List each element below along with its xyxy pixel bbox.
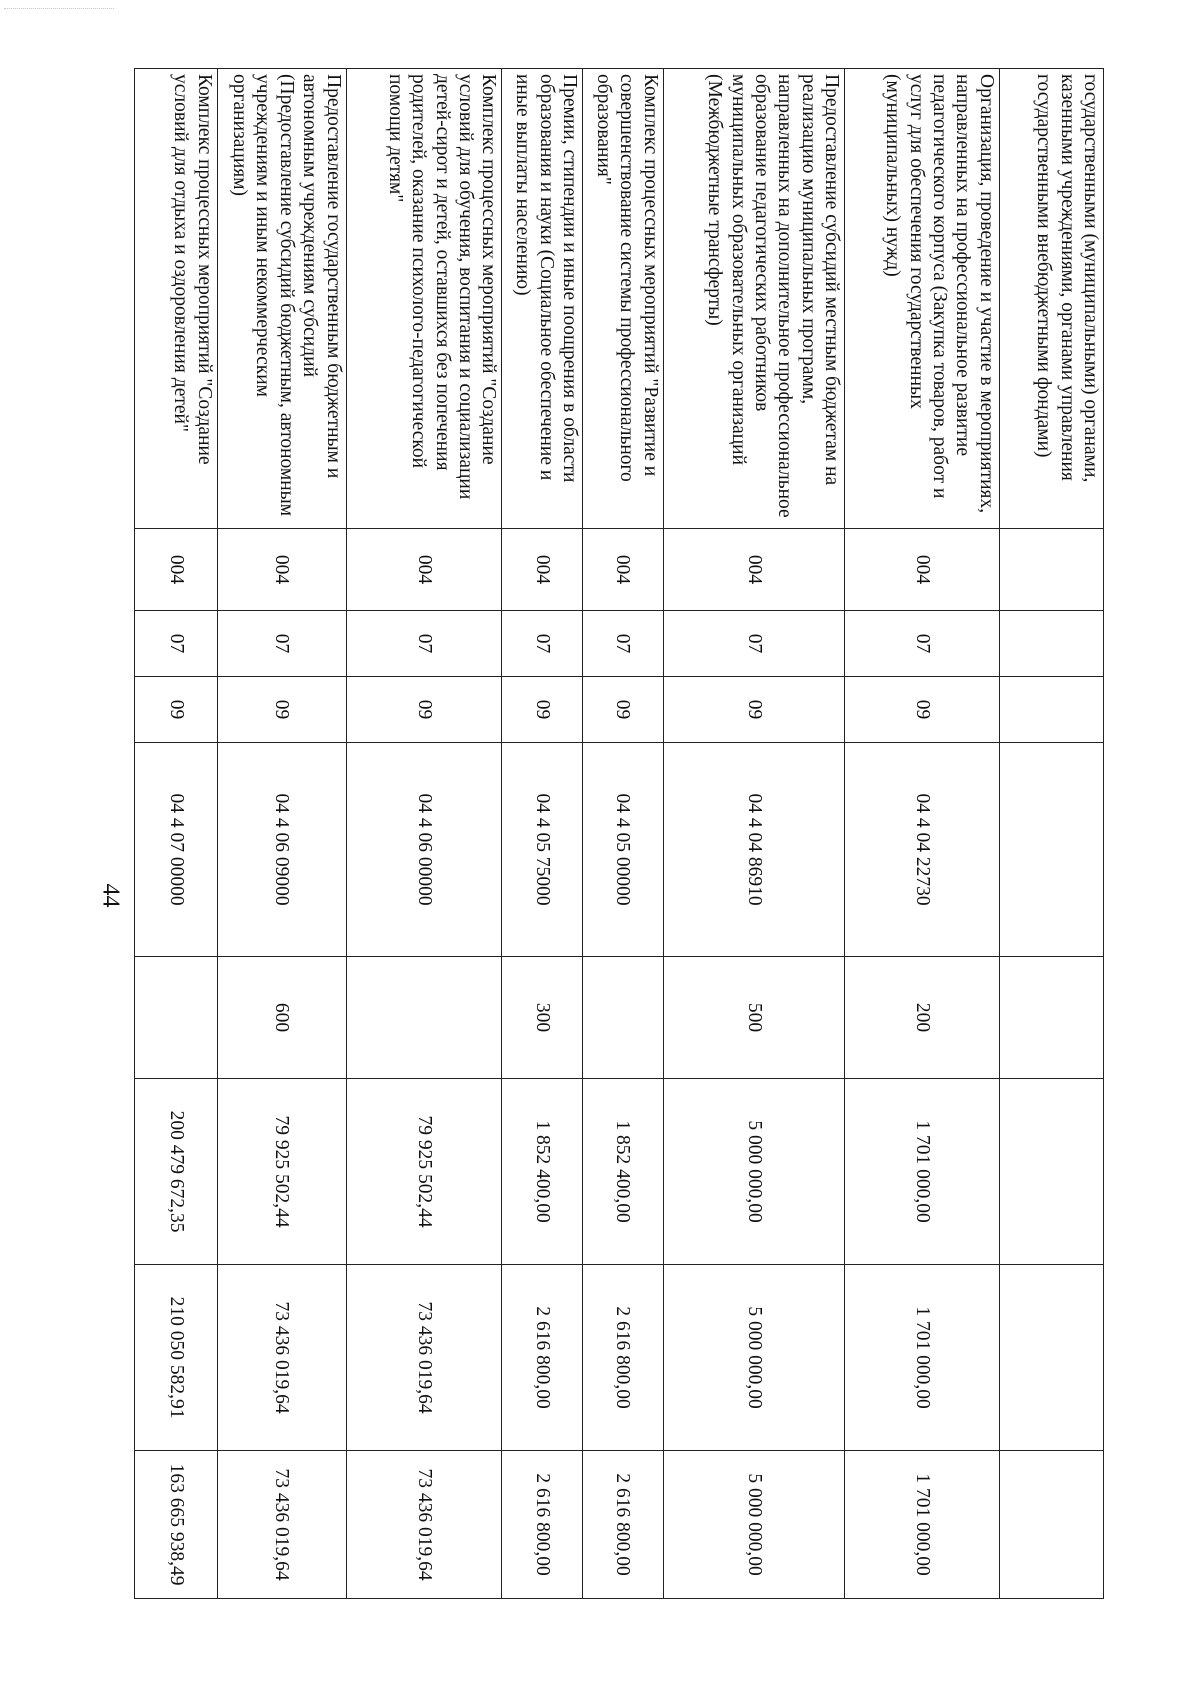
page-number: 44: [97, 883, 124, 907]
amount-2: 2 616 800,00: [583, 1265, 664, 1451]
subsection-code: 09: [583, 677, 664, 743]
amount-1: 79 925 502,44: [346, 1079, 502, 1265]
expense-type-code: [135, 957, 218, 1079]
amount-1: 1 701 000,00: [845, 1079, 1000, 1265]
target-article-code: [999, 743, 1103, 957]
amount-2: 73 436 019,64: [346, 1265, 502, 1451]
section-code: [999, 611, 1103, 677]
row-name: государственными (муниципальными) органами, казенными учреждениями, органами управления государственными внебюджетными фондами): [999, 69, 1103, 529]
target-article-code: 04 4 06 00000: [346, 743, 502, 957]
amount-3: 1 701 000,00: [845, 1451, 1000, 1599]
amount-3: 163 665 938,49: [135, 1451, 218, 1599]
section-code: 07: [346, 611, 502, 677]
amount-2: 2 616 800,00: [502, 1265, 583, 1451]
row-name: Организация, проведение и участие в мероприятиях, направленных на профессиональное развитие педагогического корпуса (Закупка товаров, работ и услуг для обеспечения государственных (муниципальных) нужд): [845, 69, 1000, 529]
amount-1: 79 925 502,44: [217, 1079, 346, 1265]
table-row: [346, 69, 502, 1599]
amount-2: [999, 1265, 1103, 1451]
expense-type-code: [346, 957, 502, 1079]
expense-type-code: 500: [663, 957, 845, 1079]
row-name: Премии, стипендии и иные поощрения в области образования и науки (Социальное обеспечение и иные выплаты населению): [502, 69, 583, 529]
table-row: [502, 69, 583, 1599]
row-name: Комплекс процессных мероприятий "Развитие и совершенствование системы профессионального образования": [583, 69, 664, 529]
target-article-code: 04 4 07 00000: [135, 743, 218, 957]
subsection-code: [999, 677, 1103, 743]
amount-3: 73 436 019,64: [217, 1451, 346, 1599]
amount-1: [999, 1079, 1103, 1265]
grbs-code: 004: [217, 529, 346, 611]
target-article-code: 04 4 04 86910: [663, 743, 845, 957]
row-name: Комплекс процессных мероприятий "Создание условий для отдыха и оздоровления детей": [135, 69, 218, 529]
grbs-code: 004: [502, 529, 583, 611]
subsection-code: 09: [663, 677, 845, 743]
budget-table: [134, 68, 1104, 1599]
subsection-code: 09: [845, 677, 1000, 743]
target-article-code: 04 4 06 09000: [217, 743, 346, 957]
table-row: [999, 69, 1103, 1599]
amount-2: 1 701 000,00: [845, 1265, 1000, 1451]
section-code: 07: [135, 611, 218, 677]
grbs-code: 004: [135, 529, 218, 611]
expense-type-code: [999, 957, 1103, 1079]
table-row: [135, 69, 218, 1599]
amount-3: 5 000 000,00: [663, 1451, 845, 1599]
amount-3: [999, 1451, 1103, 1599]
rotated-page-content: [134, 68, 1104, 1598]
expense-type-code: [583, 957, 664, 1079]
subsection-code: 09: [346, 677, 502, 743]
grbs-code: 004: [845, 529, 1000, 611]
target-article-code: 04 4 04 22730: [845, 743, 1000, 957]
section-code: 07: [663, 611, 845, 677]
amount-3: 2 616 800,00: [583, 1451, 664, 1599]
subsection-code: 09: [217, 677, 346, 743]
target-article-code: 04 4 05 00000: [583, 743, 664, 957]
amount-1: 200 479 672,35: [135, 1079, 218, 1265]
amount-2: 5 000 000,00: [663, 1265, 845, 1451]
grbs-code: 004: [583, 529, 664, 611]
row-name: Предоставление государственным бюджетным и автономным учреждениям субсидий (Предоставление субсидий бюджетным, автономным учреждениям и иным некоммерческим организациям): [217, 69, 346, 529]
subsection-code: 09: [135, 677, 218, 743]
scan-artifact: [4, 8, 114, 13]
section-code: 07: [217, 611, 346, 677]
section-code: 07: [845, 611, 1000, 677]
grbs-code: 004: [346, 529, 502, 611]
target-article-code: 04 4 05 75000: [502, 743, 583, 957]
amount-1: 5 000 000,00: [663, 1079, 845, 1265]
row-name: Комплекс процессных мероприятий "Создание условий для обучения, воспитания и социализации детей-сирот и детей, оставшихся без попечения родителей, оказание психолого-педагогической помощи детям": [346, 69, 502, 529]
section-code: 07: [583, 611, 664, 677]
table-row: [583, 69, 664, 1599]
amount-3: 73 436 019,64: [346, 1451, 502, 1599]
amount-1: 1 852 400,00: [583, 1079, 664, 1265]
subsection-code: 09: [502, 677, 583, 743]
amount-2: 210 050 582,91: [135, 1265, 218, 1451]
expense-type-code: 300: [502, 957, 583, 1079]
amount-2: 73 436 019,64: [217, 1265, 346, 1451]
table-row: [217, 69, 346, 1599]
grbs-code: 004: [663, 529, 845, 611]
amount-1: 1 852 400,00: [502, 1079, 583, 1265]
grbs-code: [999, 529, 1103, 611]
table-row: [845, 69, 1000, 1599]
expense-type-code: 200: [845, 957, 1000, 1079]
table-row: [663, 69, 845, 1599]
expense-type-code: 600: [217, 957, 346, 1079]
amount-3: 2 616 800,00: [502, 1451, 583, 1599]
row-name: Предоставление субсидий местным бюджетам на реализацию муниципальных программ, направленных на дополнительное профессиональное образование педагогических работников муниципальных образовательных организаций (Межбюджетные трансферты): [663, 69, 845, 529]
section-code: 07: [502, 611, 583, 677]
